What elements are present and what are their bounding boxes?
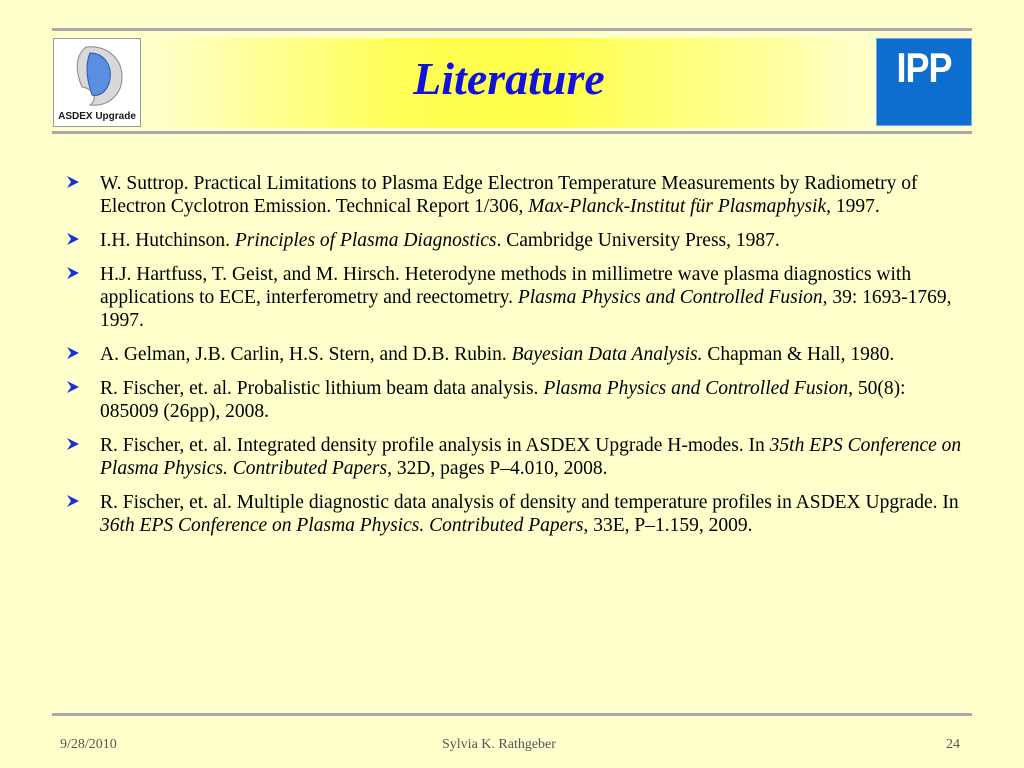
reference-item (66, 343, 966, 366)
reference-item (66, 377, 966, 423)
reference-segment: . Cambridge University Press, 1987. (496, 230, 780, 251)
reference-text (100, 492, 959, 536)
reference-source: 35th EPS Conference on Plasma Physics. Contributed Papers, (100, 435, 962, 479)
reference-segment: 32D, pages P–4.010, 2008. (391, 458, 608, 479)
footer-rule (52, 713, 972, 716)
footer-author: Sylvia K. Rathgeber (442, 737, 556, 752)
reference-item (66, 172, 966, 218)
title-rule (52, 131, 972, 134)
ipp-logo-text: IPP (896, 43, 952, 91)
reference-text (100, 378, 905, 422)
reference-segment: , 39: 1693-1769, 1997. (100, 287, 952, 331)
reference-item (66, 229, 966, 252)
reference-item (66, 434, 966, 480)
reference-text (100, 264, 952, 331)
reference-source: 36th EPS Conference on Plasma Physics. Contributed Papers (100, 515, 584, 536)
arrowhead-bullet-icon (66, 437, 80, 451)
reference-source: Principles of Plasma Diagnostics (234, 230, 497, 251)
reference-segment: A. Gelman, J.B. Carlin, H.S. Stern, and D.B. Rubin. (100, 344, 512, 365)
arrowhead-bullet-icon (66, 494, 80, 508)
reference-source: Max-Planck-Institut für Plasmaphysik (528, 196, 827, 217)
reference-segment: , 50(8): 085009 (26pp), 2008. (100, 378, 906, 422)
reference-source: Plasma Physics and Controlled Fusion (517, 287, 823, 308)
reference-segment: R. Fischer, et. al. Probalistic lithium beam data analysis. (100, 378, 544, 399)
reference-segment: W. Suttrop. Practical Limitations to Plasma Edge Electron Temperature Measurements by Radiometry of Electron Cyclotron Emission. Technical Report 1/306, (100, 173, 918, 217)
reference-text (100, 344, 894, 365)
footer-page-number: 24 (946, 737, 960, 752)
asdex-logo-caption: ASDEX Upgrade (58, 111, 136, 122)
ipp-logo (876, 38, 972, 126)
reference-segment: Chapman & Hall, 1980. (702, 344, 895, 365)
arrowhead-bullet-icon (66, 380, 80, 394)
reference-text (100, 230, 780, 251)
arrowhead-bullet-icon (66, 266, 80, 280)
reference-segment: R. Fischer, et. al. Integrated density profile analysis in ASDEX Upgrade H-modes. In (100, 435, 770, 456)
arrowhead-bullet-icon (66, 346, 80, 360)
arrowhead-bullet-icon (66, 232, 80, 246)
arrowhead-bullet-icon (66, 175, 80, 189)
plasma-cross-section-icon (68, 43, 128, 109)
reference-source: Plasma Physics and Controlled Fusion (543, 378, 849, 399)
reference-segment: I.H. Hutchinson. (100, 230, 235, 251)
reference-item (66, 491, 966, 537)
reference-segment: H.J. Hartfuss, T. Geist, and M. Hirsch. Heterodyne methods in millimetre wave plasma diagnostics with applications to ECE, interferometry and reectometry. (100, 264, 912, 308)
reference-text (100, 435, 961, 479)
reference-segment: , 1997. (826, 196, 880, 217)
reference-segment: R. Fischer, et. al. Multiple diagnostic data analysis of density and temperature profiles in ASDEX Upgrade. In (100, 492, 959, 513)
header-rule (52, 28, 972, 31)
reference-item (66, 263, 966, 332)
reference-segment: , 33E, P–1.159, 2009. (583, 515, 753, 536)
reference-list (66, 172, 966, 548)
asdex-upgrade-logo (53, 38, 141, 127)
slide-title: Literature (413, 53, 605, 104)
reference-source: Bayesian Data Analysis. (511, 344, 703, 365)
reference-text (100, 173, 917, 217)
footer-date: 9/28/2010 (60, 737, 117, 752)
